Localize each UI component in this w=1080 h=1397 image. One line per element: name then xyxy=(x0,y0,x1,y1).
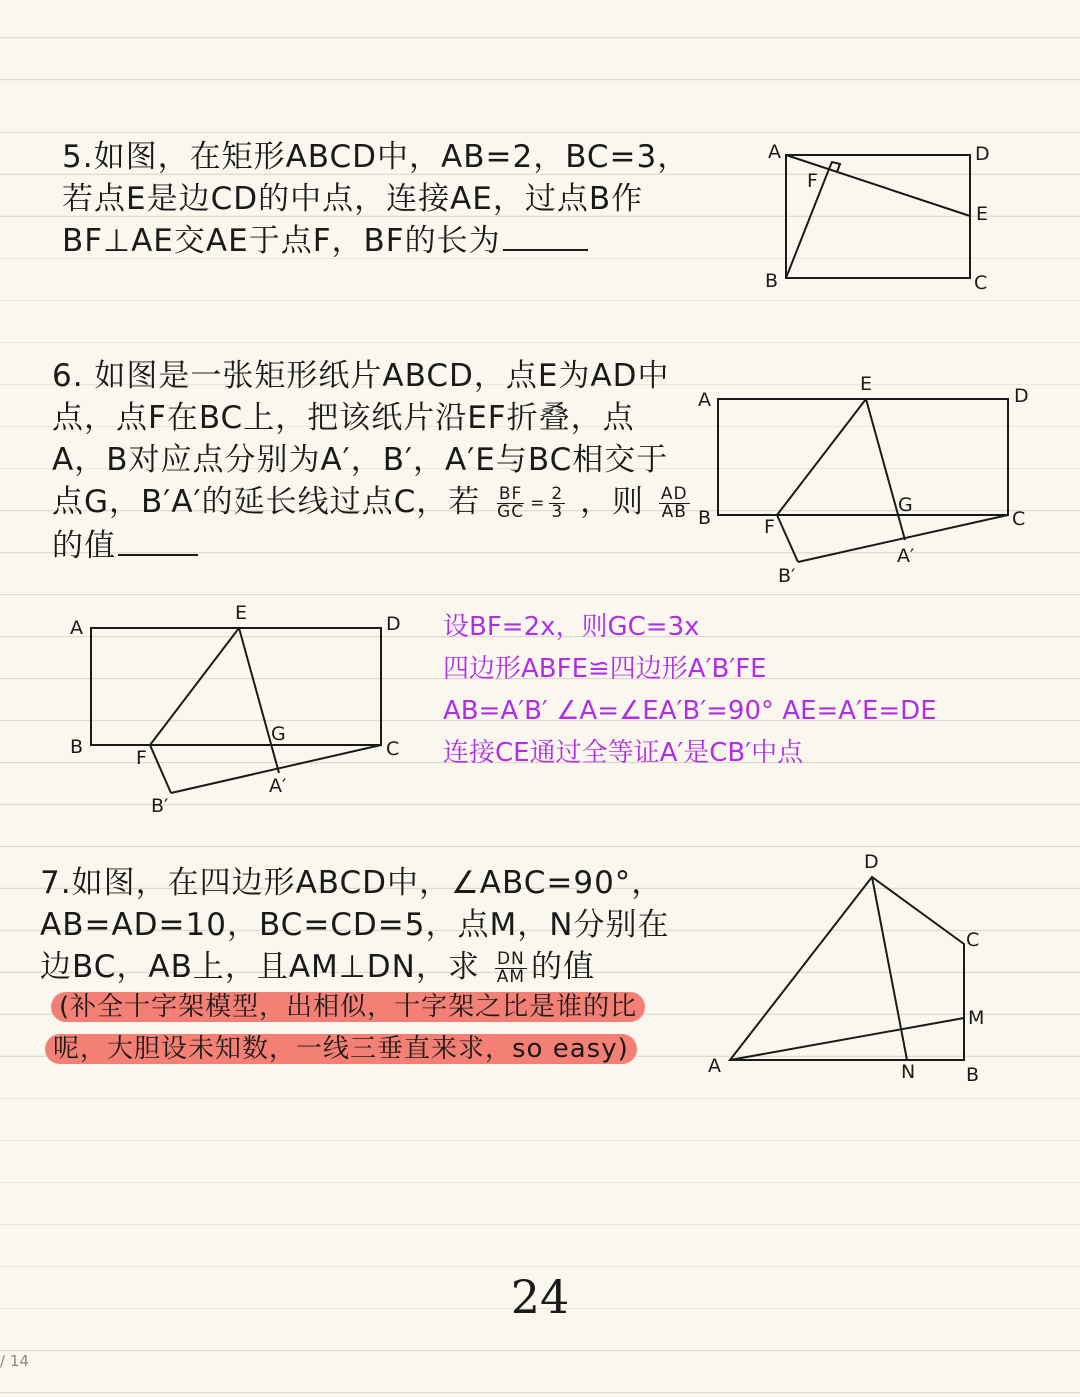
fold-line-ef xyxy=(777,399,866,515)
q6-diagram xyxy=(690,370,1040,590)
q7-line-3: 边BC，AB上，且AM⊥DN，求 $\frac{DN}{AM}$ 的值 xyxy=(40,949,596,987)
label-d: D xyxy=(864,851,879,873)
fraction-bf-gc: $\frac{BF}{GC}$ xyxy=(497,484,525,522)
label-n: N xyxy=(901,1061,916,1083)
answer-blank xyxy=(503,221,588,251)
q5-line-1: 5.如图，在矩形ABCD中，AB=2，BC=3， xyxy=(62,139,690,175)
hint-line-2: 呢，大胆设未知数，一线三垂直来求，so easy) xyxy=(45,1034,637,1064)
quadrilateral-abcd xyxy=(730,877,964,1060)
solution-note-3: AB=A′B′ ∠A=∠EA′B′=90° AE=A′E=DE xyxy=(443,696,937,726)
label-c: C xyxy=(386,738,400,760)
fraction-dn-am: $\frac{DN}{AM}$ xyxy=(496,949,526,987)
label-b-prime: B′ xyxy=(151,795,169,817)
segment-fb-prime xyxy=(150,745,171,793)
fraction-2-3: $\frac{2}{3}$ xyxy=(551,484,564,522)
label-b: B xyxy=(765,270,779,292)
label-b-prime: B′ xyxy=(778,565,796,587)
solution-note-2: 四边形ABFE≌四边形A′B′FE xyxy=(443,654,767,684)
label-f: F xyxy=(764,516,775,538)
q5-text xyxy=(62,136,689,262)
label-m: M xyxy=(968,1007,985,1029)
segment-am xyxy=(730,1018,964,1060)
label-a: A xyxy=(698,389,711,411)
rectangle-abcd xyxy=(718,399,1008,515)
page-count: / 14 xyxy=(0,1352,29,1370)
solution-note-1: 设BF=2x，则GC=3x xyxy=(443,612,700,642)
label-b: B xyxy=(698,507,712,529)
label-a-prime: A′ xyxy=(897,545,915,567)
segment-fb-prime xyxy=(777,515,798,562)
label-d: D xyxy=(975,143,990,165)
q7-line-2: AB=AD=10，BC=CD=5，点M，N分别在 xyxy=(40,907,670,943)
label-e: E xyxy=(860,373,873,395)
fold-line-ef xyxy=(150,628,239,745)
q6-line-1: 6. 如图是一张矩形纸片ABCD，点E为AD中 xyxy=(52,358,670,394)
label-e: E xyxy=(235,602,248,624)
label-a: A xyxy=(768,141,781,163)
label-g: G xyxy=(898,494,913,516)
label-f: F xyxy=(136,747,147,769)
page-number: 24 xyxy=(510,1270,570,1324)
answer-blank xyxy=(118,526,198,556)
solution-notes xyxy=(443,606,937,774)
hint-line-1: (补全十字架模型，出相似，十字架之比是谁的比 xyxy=(51,992,645,1022)
segment-ea-prime xyxy=(239,628,279,773)
q5-line-2: 若点E是边CD的中点，连接AE，过点B作 xyxy=(62,181,644,217)
label-g: G xyxy=(271,723,286,745)
q5-diagram xyxy=(760,140,1020,300)
segment-ea-prime xyxy=(866,399,905,540)
q7-text xyxy=(40,862,669,988)
label-d: D xyxy=(386,613,401,635)
label-c: C xyxy=(1012,508,1026,530)
label-a: A xyxy=(708,1055,721,1077)
label-c: C xyxy=(966,929,980,951)
q7-hint xyxy=(45,986,645,1070)
q5-line-3: BF⊥AE交AE于点F，BF的长为 xyxy=(62,220,689,262)
label-b: B xyxy=(966,1064,980,1086)
label-b: B xyxy=(70,736,84,758)
label-e: E xyxy=(976,203,989,225)
label-f: F xyxy=(807,170,818,192)
rectangle-abcd xyxy=(91,628,381,745)
label-a-prime: A′ xyxy=(269,775,287,797)
solution-note-4: 连接CE通过全等证A′是CB′中点 xyxy=(443,738,804,768)
q7-diagram xyxy=(700,850,1010,1090)
q7-line-1: 7.如图，在四边形ABCD中，∠ABC=90°， xyxy=(40,865,664,901)
q6-line-2: 点，点F在BC上，把该纸片沿EF折叠，点 xyxy=(52,400,635,436)
fraction-ad-ab: $\frac{AD}{AB}$ xyxy=(660,484,688,522)
q6-line-5: 的值 xyxy=(52,525,694,567)
solution-diagram xyxy=(65,600,415,820)
label-c: C xyxy=(974,272,988,294)
q6-line-4: 点G，B′A′的延长线过点C，若 $\frac{BF}{GC}$ = $\frac{2}{3}$ ，则 $\frac{AD}{AB}$ xyxy=(52,484,688,522)
segment-dn xyxy=(872,877,907,1060)
q6-line-3: A，B对应点分别为A′，B′，A′E与BC相交于 xyxy=(52,442,669,478)
q6-text xyxy=(52,355,694,567)
label-d: D xyxy=(1014,385,1029,407)
label-a: A xyxy=(70,617,83,639)
